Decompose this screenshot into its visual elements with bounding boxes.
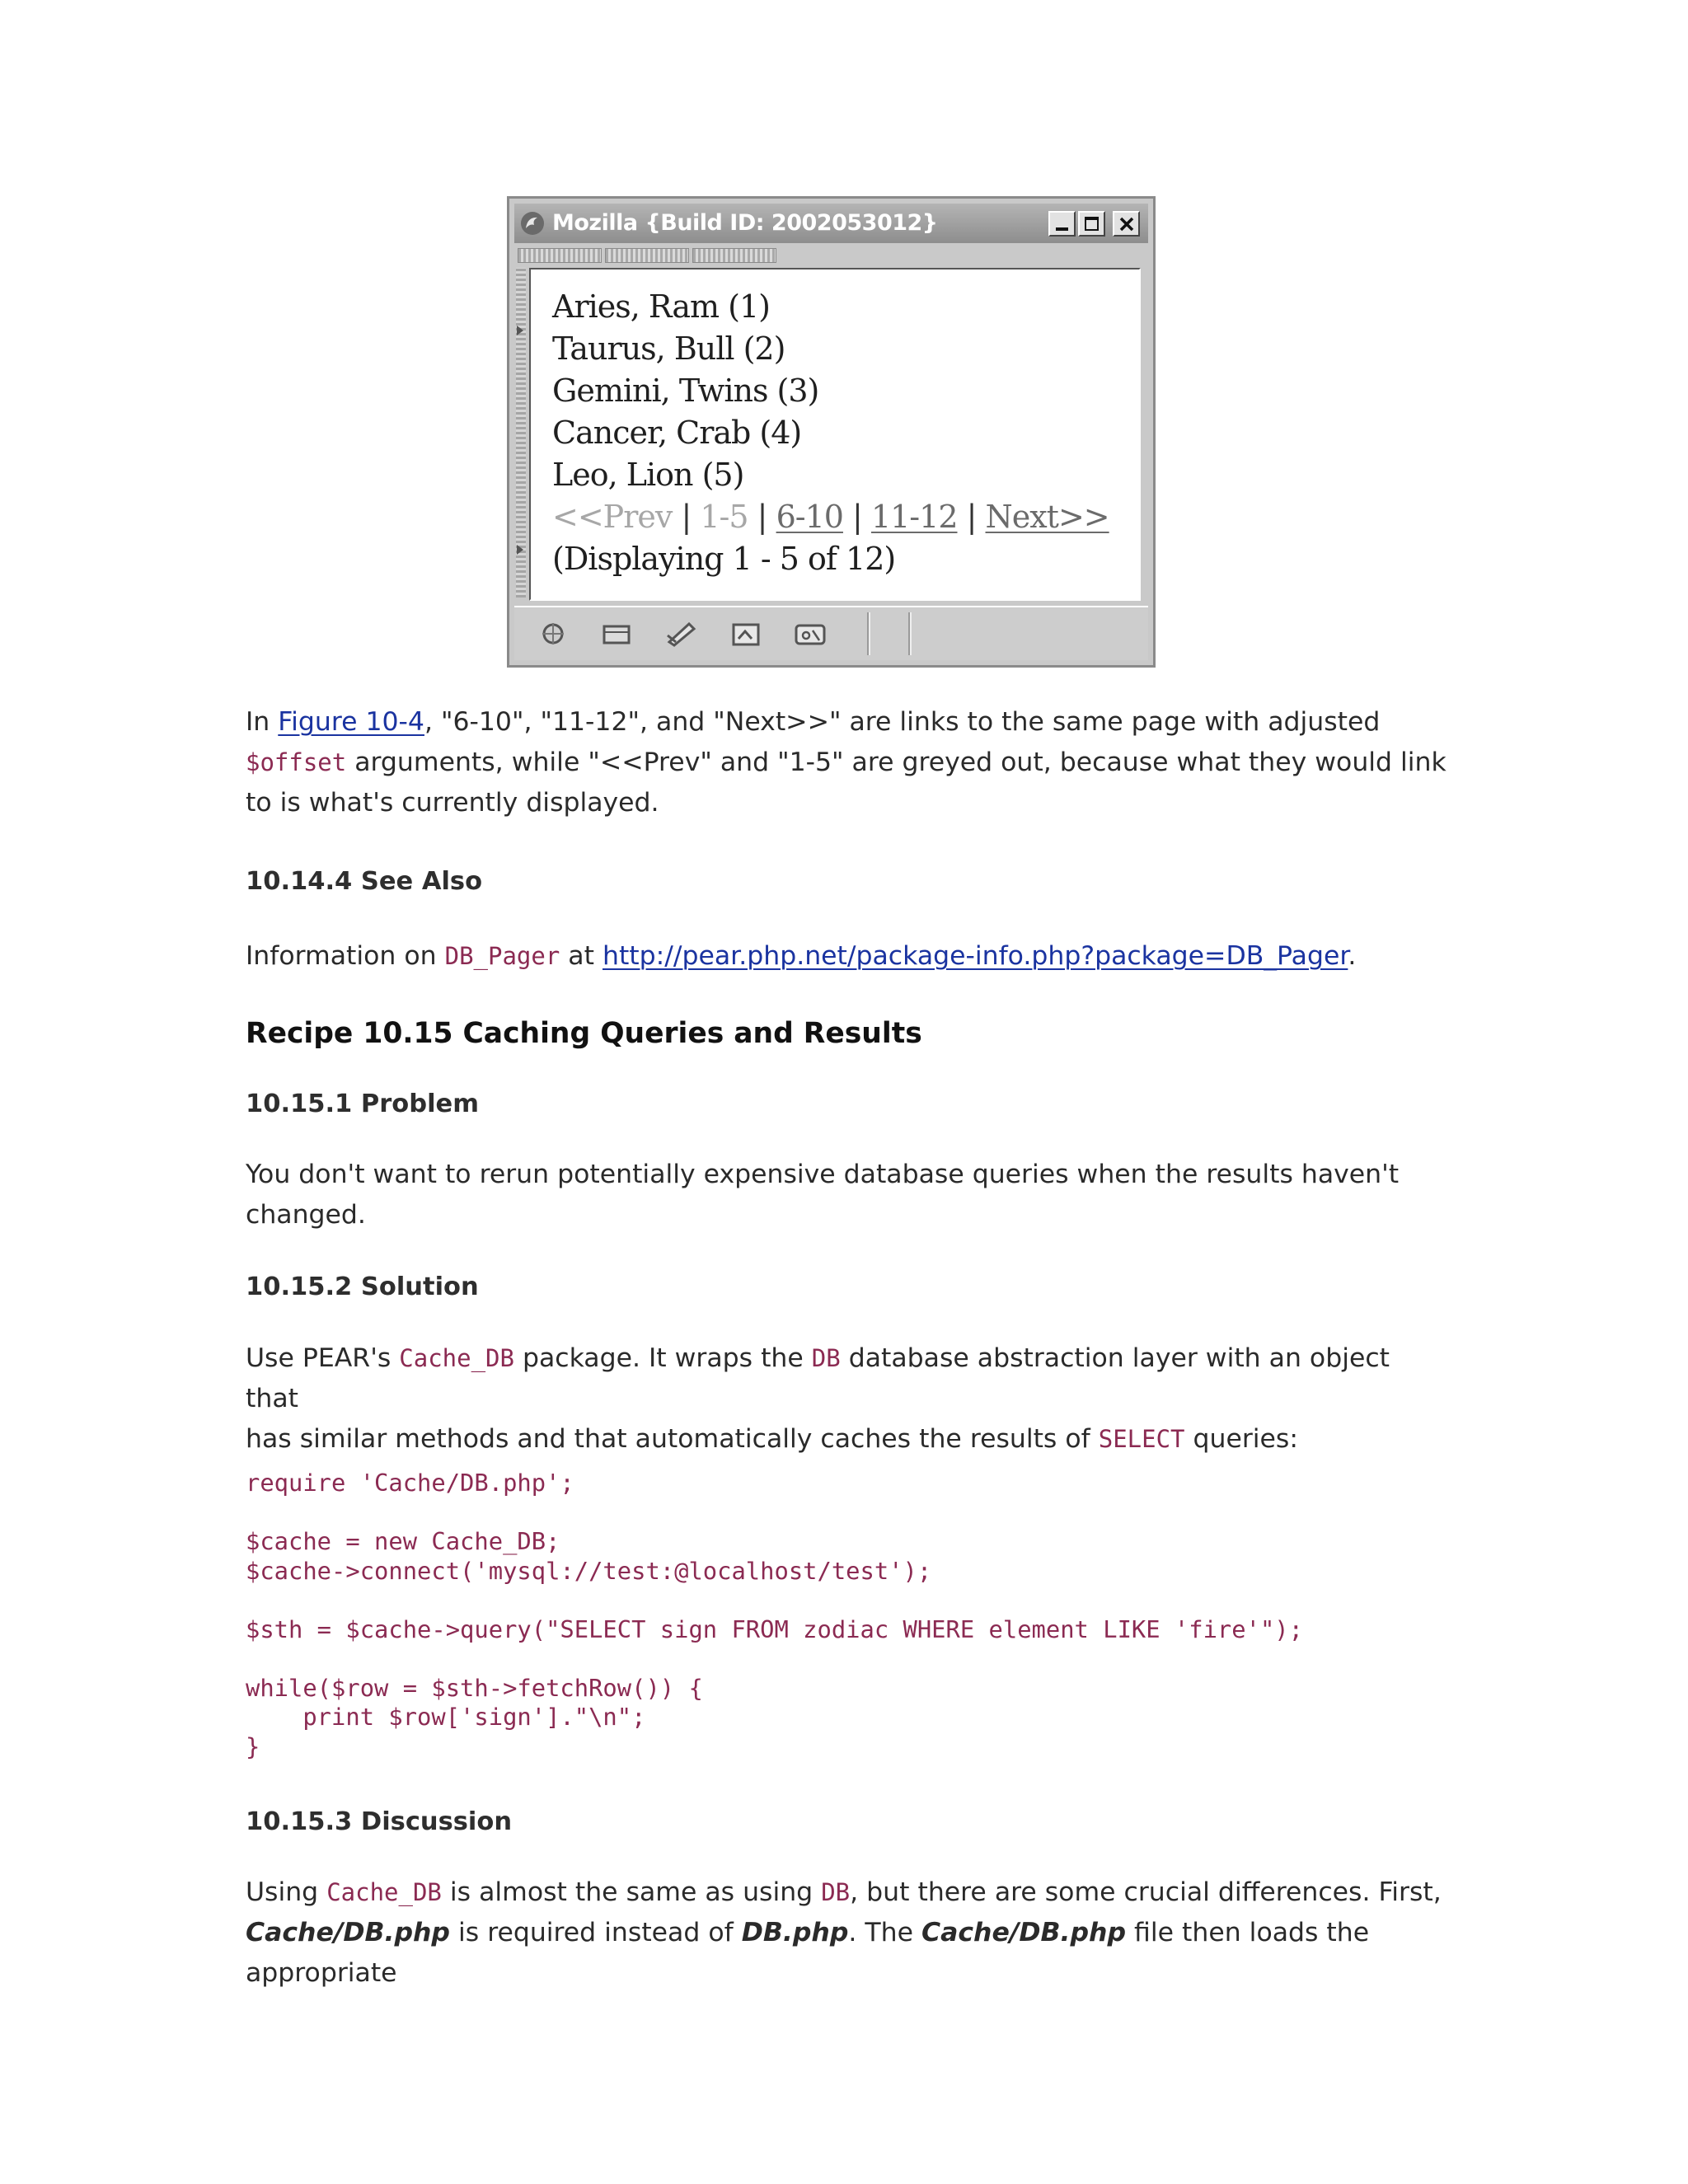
heading-recipe: Recipe 10.15 Caching Queries and Results: [246, 1017, 922, 1050]
window-titlebar[interactable]: [514, 204, 1148, 243]
pager: [552, 496, 1109, 538]
maximize-icon[interactable]: [1078, 211, 1105, 237]
pager-separator: |: [757, 499, 767, 535]
heading-see-also: 10.14.4 See Also: [246, 867, 483, 896]
text: package. It wraps the: [513, 1343, 812, 1373]
text: has similar methods and that automatically caches the results of: [246, 1424, 1099, 1454]
component-bar: [514, 606, 1148, 660]
status-divider: [867, 612, 870, 655]
mail-icon[interactable]: [600, 619, 635, 649]
toolbar-grippy[interactable]: [692, 248, 776, 263]
text: database abstraction layer with an object that: [246, 1343, 1390, 1413]
pager-next[interactable]: Next>>: [985, 499, 1109, 535]
code-example: require 'Cache/DB.php'; $cache = new Cache_DB; $cache->connect('mysql://test:@localhost/test'); $sth = $cache->query("SELECT sign FROM zodiac WHERE element LIKE 'fire'"); while($row = $sth->fetchRow()) { print $row['sign']."\n"; }: [246, 1469, 1303, 1760]
list-item: Aries, Ram (1): [552, 288, 770, 325]
sidebar-grippy[interactable]: [516, 268, 526, 598]
toolbar-grippies: [518, 246, 783, 265]
db-pager-link[interactable]: http://pear.php.net/package-info.php?package=DB_Pager: [602, 941, 1348, 971]
text: arguments, while "<<Prev" and "1-5" are greyed out, because what they would link: [346, 748, 1447, 777]
inline-code: Cache_DB: [326, 1878, 442, 1906]
text: to is what's currently displayed.: [246, 788, 659, 818]
page-viewport: [529, 268, 1141, 601]
text: Using: [246, 1877, 327, 1907]
figure-10-4-link[interactable]: Figure 10-4: [278, 707, 424, 737]
filename: Cache/DB.php: [246, 1918, 450, 1947]
arrow-right-icon: [517, 326, 523, 335]
filename: Cache/DB.php: [921, 1918, 1127, 1947]
list-item: Cancer, Crab (4): [552, 415, 802, 451]
pager-separator: |: [966, 499, 977, 535]
chat-icon[interactable]: [793, 619, 828, 649]
inline-code: SELECT: [1098, 1425, 1185, 1453]
inline-code: DB: [811, 1344, 841, 1372]
close-icon[interactable]: [1113, 211, 1140, 237]
text: , but there are some crucial differences. First,: [850, 1877, 1442, 1907]
text: .: [1348, 941, 1357, 971]
toolbar-grippy[interactable]: [605, 248, 689, 263]
text: Information on: [246, 941, 445, 971]
text: changed.: [246, 1200, 366, 1230]
address-book-icon[interactable]: [729, 619, 763, 649]
inline-code: DB: [821, 1878, 851, 1906]
heading-solution: 10.15.2 Solution: [246, 1272, 479, 1301]
list-item: Taurus, Bull (2): [552, 330, 785, 367]
text: file then loads the appropriate: [246, 1918, 1370, 1988]
paragraph-solution: [246, 1338, 1449, 1460]
text: , "6-10", "11-12", and "Next>>" are links to the same page with adjusted: [424, 707, 1381, 737]
list-item: Gemini, Twins (3): [552, 373, 819, 409]
pager-separator: |: [681, 499, 692, 535]
inline-code: $offset: [246, 748, 347, 776]
list-item: Leo, Lion (5): [552, 457, 744, 493]
text: Use PEAR's: [246, 1343, 400, 1373]
displaying-count: (Displaying 1 - 5 of 12): [552, 541, 896, 577]
inline-code: DB_Pager: [444, 942, 560, 970]
pager-current: 1-5: [700, 499, 748, 535]
paragraph-figure-explanation: [246, 702, 1449, 823]
window-title: Mozilla {Build ID: 2002053012}: [552, 210, 938, 236]
toolbar-grippy[interactable]: [518, 248, 602, 263]
pager-link-6-10[interactable]: 6-10: [776, 499, 843, 535]
text: is almost the same as using: [441, 1877, 822, 1907]
text: is required instead of: [450, 1918, 742, 1947]
pager-separator: |: [852, 499, 862, 535]
composer-icon[interactable]: [664, 619, 699, 649]
figure-screenshot: [507, 196, 1156, 668]
text: You don't want to rerun potentially expensive database queries when the results haven't: [246, 1160, 1400, 1189]
heading-discussion: 10.15.3 Discussion: [246, 1807, 513, 1836]
paragraph-problem: [246, 1155, 1449, 1235]
minimize-icon[interactable]: [1048, 211, 1076, 237]
filename: DB.php: [741, 1918, 849, 1947]
paragraph-discussion: [246, 1872, 1449, 1994]
heading-problem: 10.15.1 Problem: [246, 1090, 480, 1118]
pager-prev: <<Prev: [552, 499, 673, 535]
zodiac-list: [552, 286, 1109, 580]
text: at: [560, 941, 603, 971]
text: In: [246, 707, 279, 737]
inline-code: Cache_DB: [399, 1344, 514, 1372]
text: queries:: [1184, 1424, 1298, 1454]
paragraph-see-also: [246, 936, 1449, 977]
arrow-right-icon: [517, 545, 523, 555]
status-divider: [908, 612, 912, 655]
text: . The: [848, 1918, 922, 1947]
pager-link-11-12[interactable]: 11-12: [870, 499, 958, 535]
navigator-icon[interactable]: [536, 619, 570, 649]
mozilla-logo-icon: [519, 210, 546, 237]
